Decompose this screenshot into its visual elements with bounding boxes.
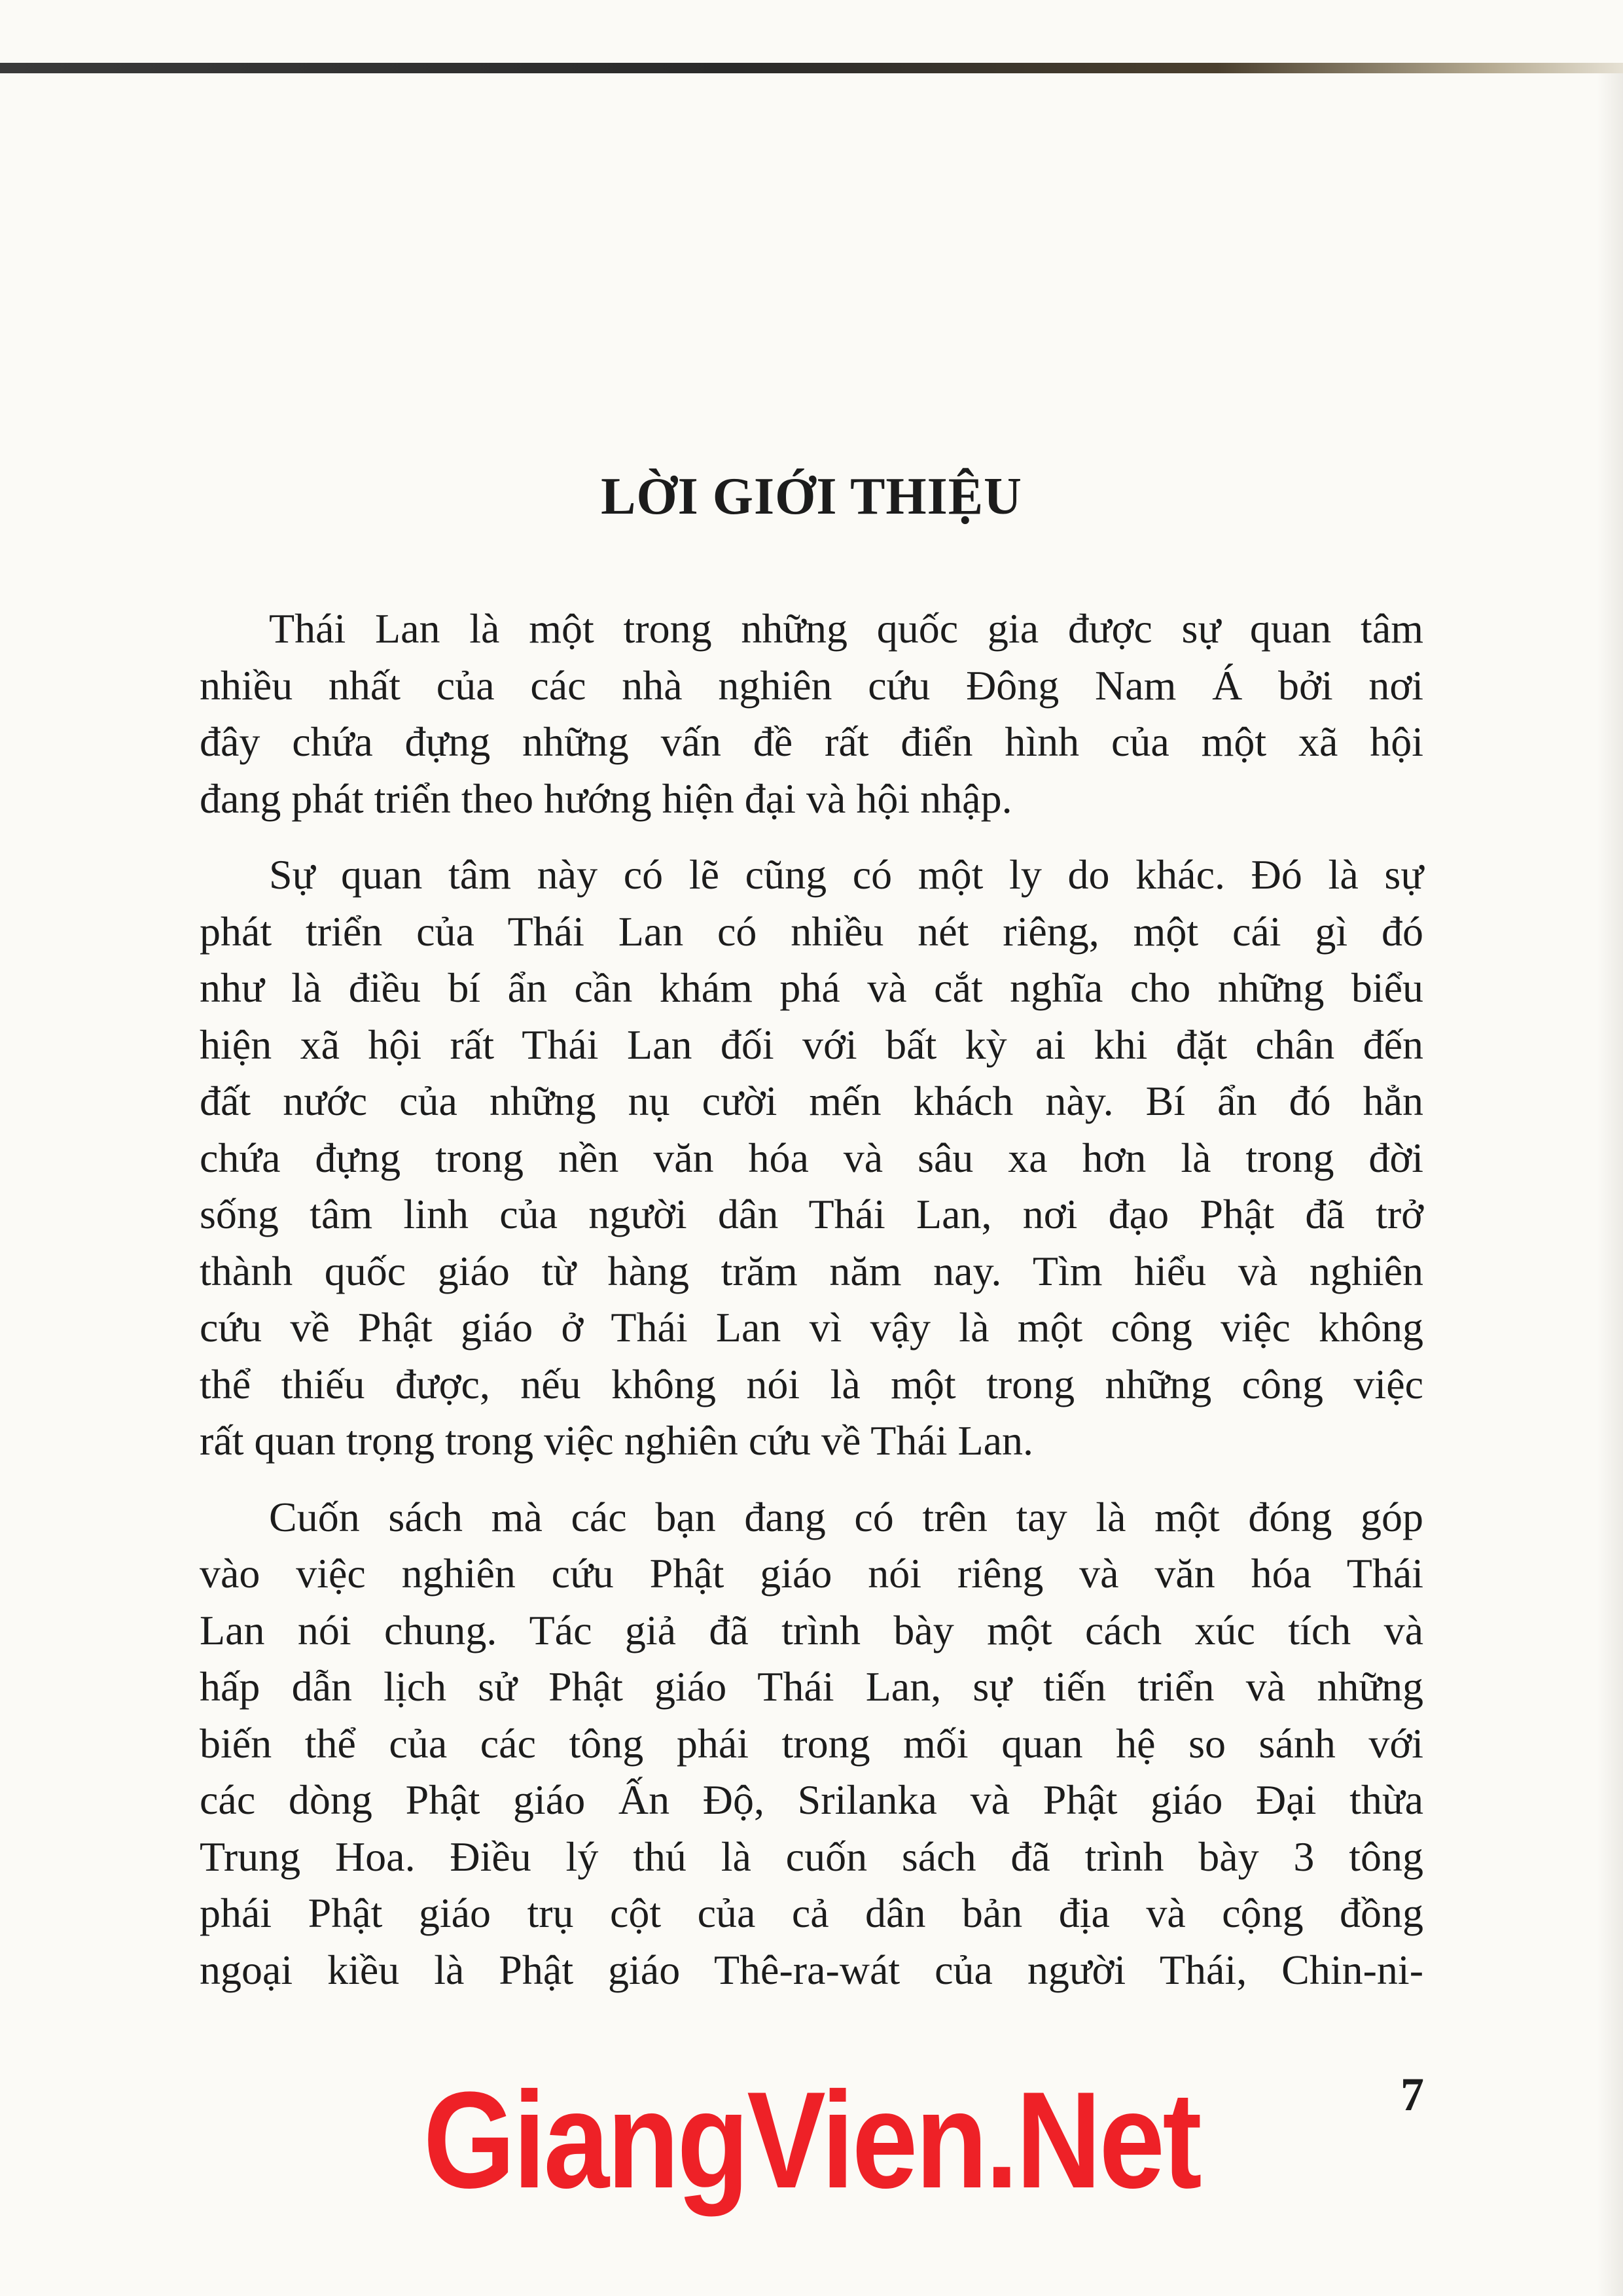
text-line: đang phát triển theo hướng hiện đại và hội nhập. xyxy=(200,775,1012,822)
text-line: như là điều bí ẩn cần khám phá và cắt nghĩa cho những biểu xyxy=(200,964,1423,1011)
text-line: thành quốc giáo từ hàng trăm năm nay. Tìm hiểu và nghiên xyxy=(200,1247,1423,1294)
text-line: thể thiếu được, nếu không nói là một trong những công việc xyxy=(200,1360,1423,1407)
text-line: Lan nói chung. Tác giả đã trình bày một cách xúc tích và xyxy=(200,1606,1423,1653)
body-text xyxy=(200,601,1423,1998)
paragraph-gap xyxy=(200,1470,1423,1489)
text-line: biến thể của các tông phái trong mối quan hệ so sánh với xyxy=(200,1720,1423,1767)
text-line: phát triển của Thái Lan có nhiều nét riêng, một cái gì đó xyxy=(200,908,1423,955)
text-line: rất quan trọng trong việc nghiên cứu về Thái Lan. xyxy=(200,1417,1033,1464)
page-number: 7 xyxy=(1400,2068,1424,2121)
text-line: Trung Hoa. Điều lý thú là cuốn sách đã trình bày 3 tông xyxy=(200,1833,1423,1880)
text-line: Cuốn sách mà các bạn đang có trên tay là một đóng góp xyxy=(269,1493,1423,1540)
paragraph-2 xyxy=(200,847,1423,1470)
text-line: ngoại kiều là Phật giáo Thê-ra-wát của người Thái, Chin-ni- xyxy=(200,1946,1423,1993)
scan-right-shadow xyxy=(1597,73,1623,2296)
paragraph-3 xyxy=(200,1489,1423,1999)
text-line: phái Phật giáo trụ cột của cả dân bản địa và cộng đồng xyxy=(200,1890,1423,1936)
text-line: các dòng Phật giáo Ấn Độ, Srilanka và Phật giáo Đại thừa xyxy=(200,1776,1423,1823)
text-line: vào việc nghiên cứu Phật giáo nói riêng và văn hóa Thái xyxy=(200,1550,1423,1597)
text-line: hấp dẫn lịch sử Phật giáo Thái Lan, sự tiến triển và những xyxy=(200,1663,1423,1710)
text-line: nhiều nhất của các nhà nghiên cứu Đông Nam Á bởi nơi xyxy=(200,662,1423,709)
scan-top-edge xyxy=(0,63,1623,73)
paragraph-1 xyxy=(200,601,1423,827)
paragraph-gap xyxy=(200,827,1423,847)
text-line: sống tâm linh của người dân Thái Lan, nơi đạo Phật đã trở xyxy=(200,1191,1423,1237)
text-line: hiện xã hội rất Thái Lan đối với bất kỳ ai khi đặt chân đến xyxy=(200,1021,1423,1068)
text-line: đây chứa đựng những vấn đề rất điển hình của một xã hội xyxy=(200,718,1423,765)
text-line: đất nước của những nụ cười mến khách này. Bí ẩn đó hẳn xyxy=(200,1078,1423,1124)
text-line: Thái Lan là một trong những quốc gia được sự quan tâm xyxy=(269,605,1423,652)
watermark: GiangVien.Net xyxy=(423,2063,1200,2217)
text-line: cứu về Phật giáo ở Thái Lan vì vậy là một công việc không xyxy=(200,1304,1423,1351)
text-line: Sự quan tâm này có lẽ cũng có một ly do khác. Đó là sự xyxy=(269,851,1423,898)
page-title: LỜI GIỚI THIỆU xyxy=(601,468,1022,525)
text-line: chứa đựng trong nền văn hóa và sâu xa hơn là trong đời xyxy=(200,1134,1423,1181)
